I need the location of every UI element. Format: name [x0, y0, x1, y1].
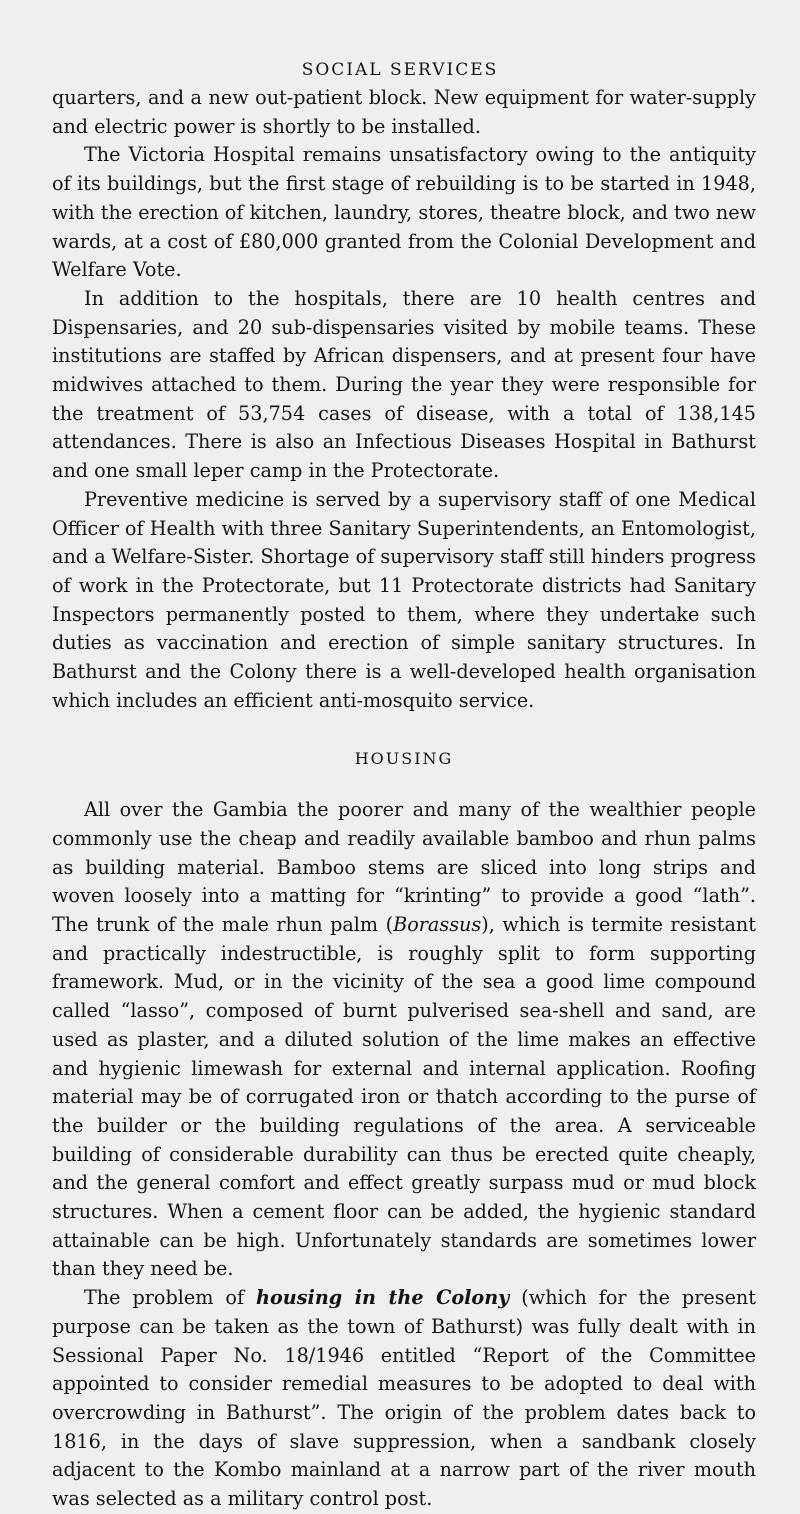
paragraph-continuation: quarters, and a new out-patient block. New equipment for water-supply and electric power is shortly to be installed. [52, 86, 756, 138]
text-run: (which for the present purpose can be taken as the town of Bathurst) was fully dealt with in Sessional Paper No. 18/1946 entitled “Report of the Committee appointed to consider remedial measures to be adopted to deal with overcrowding in Bathurst”. The origin of the problem dates back to 1816, in the days of slave suppression, when a sandbank closely adjacent to the Kombo mainland at a narrow part of the river mouth was selected as a military control post. [52, 1286, 757, 1511]
paragraph-housing-colony [52, 1284, 756, 1514]
paragraph-building-materials [52, 796, 756, 1284]
running-head: SOCIAL SERVICES [301, 60, 499, 80]
paragraph-preventive-medicine: Preventive medicine is served by a supervisory staff of one Medical Officer of Health with three Sanitary Superintendents, an Entomologist, and a Welfare-Sister. Shortage of supervisory staff still hinders progress of work in the Protectorate, but 11 Protectorate districts had Sanitary Inspectors permanently posted to them, where they undertake such duties as vaccination and erection of simple sanitary structures. In Bathurst and the Colony there is a well-developed health organisation which includes an efficient anti-mosquito service. [52, 487, 756, 712]
text-run: ), which is termite resistant and practically indestructible, is roughly split to form supporting framework. Mud, or in the vicinity of the sea a good lime compound called “lasso”, composed of burnt pulverised sea-shell and sand, are used as plaster, and a diluted solution of the lime makes an effective and hygienic limewash for external and internal application. Roofing material may be of corrugated iron or thatch according to the purse of the builder or the building regulations of the area. A serviceable building of considerable durability can thus be erected quite cheaply, and the general comfort and effect greatly surpass mud or mud block structures. When a cement floor can be added, the hygienic standard attainable can be high. Unfortunately standards are sometimes lower than they need be. [52, 912, 756, 1281]
paragraph-health-centres: In addition to the hospitals, there are 10 health centres and Dispensaries, and 20 sub-dispensaries visited by mobile teams. These institutions are staffed by African dispensers, and at present four have midwives attached to them. During the year they were responsible for the treatment of 53,754 cases of disease, with a total of 138,145 attendances. There is also an Infectious Diseases Hospital in Bathurst and one small leper camp in the Protectorate. [52, 286, 756, 483]
section-heading-housing: HOUSING [354, 749, 454, 769]
text-run: All over the Gambia the poorer and many of the wealthier people commonly use the cheap and readily available bamboo and rhun palms as building material. Bamboo stems are sliced into long strips and woven loosely into a matting for “krinting” to provide a good “lath”. The trunk of the male rhun palm ( [52, 798, 756, 936]
paragraph-victoria-hospital: The Victoria Hospital remains unsatisfactory owing to the antiquity of its buildings, but the first stage of rebuilding is to be started in 1948, with the erection of kitchen, laundry, stores, theatre block, and two new wards, at a cost of £80,000 granted from the Colonial Development and Welfare Vote. [52, 143, 756, 282]
emphasis-term: housing in the Colony [256, 1286, 510, 1310]
text-run: The problem of [84, 1286, 257, 1310]
italic-term: Borassus [393, 912, 482, 936]
body-text [52, 84, 756, 1514]
